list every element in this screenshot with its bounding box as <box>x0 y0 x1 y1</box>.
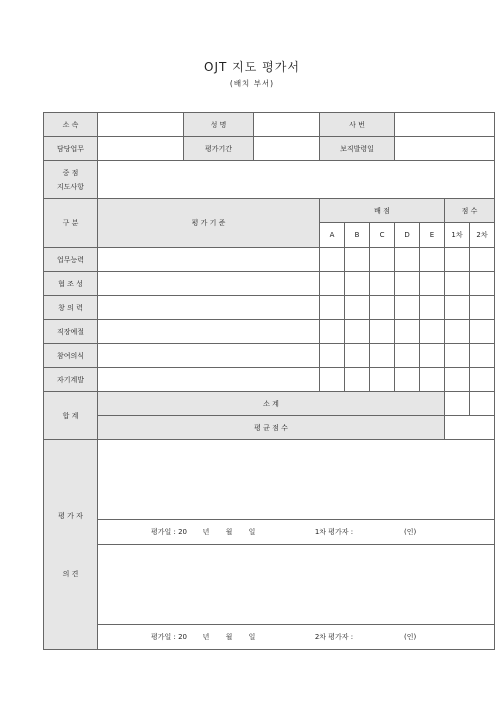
score-second: 2차 <box>470 223 495 248</box>
header-allocation: 배 점 <box>320 199 445 223</box>
sign2-seal: (인) <box>404 633 417 641</box>
field-assignment-date[interactable] <box>395 137 495 161</box>
criteria-cell[interactable] <box>98 344 320 368</box>
field-guidance[interactable] <box>98 161 495 199</box>
sign1-year: 년 <box>202 528 210 536</box>
grade-cell[interactable] <box>320 248 345 272</box>
grade-d: D <box>395 223 420 248</box>
grade-cell[interactable] <box>395 248 420 272</box>
subtotal-first[interactable] <box>445 392 470 416</box>
score-cell[interactable] <box>470 296 495 320</box>
field-employee-number[interactable] <box>395 113 495 137</box>
sign2-month: 월 <box>225 633 233 641</box>
grade-cell[interactable] <box>395 344 420 368</box>
header-criteria: 평 가 기 준 <box>98 199 320 248</box>
grade-cell[interactable] <box>395 296 420 320</box>
table-row <box>44 320 495 344</box>
score-cell[interactable] <box>470 368 495 392</box>
sign-line-second <box>98 625 495 650</box>
score-cell[interactable] <box>470 320 495 344</box>
label-evaluator-opinion <box>44 440 98 650</box>
score-cell[interactable] <box>470 248 495 272</box>
label-guidance <box>44 161 98 199</box>
label-guidance-line1: 중 점 <box>62 168 79 177</box>
label-eval-period: 평가기간 <box>184 137 254 161</box>
grade-cell[interactable] <box>370 368 395 392</box>
subtotal-second[interactable] <box>470 392 495 416</box>
grade-cell[interactable] <box>395 272 420 296</box>
header-category: 구 분 <box>44 199 98 248</box>
criteria-cell[interactable] <box>98 296 320 320</box>
score-cell[interactable] <box>445 296 470 320</box>
score-cell[interactable] <box>470 272 495 296</box>
header-score: 점 수 <box>445 199 495 223</box>
grade-cell[interactable] <box>345 248 370 272</box>
grade-cell[interactable] <box>345 368 370 392</box>
label-name: 성 명 <box>184 113 254 137</box>
sign2-evaluator: 2차 평가자 : <box>314 633 354 641</box>
table-row <box>44 296 495 320</box>
grade-cell[interactable] <box>345 296 370 320</box>
sign1-day: 일 <box>248 528 256 536</box>
field-name[interactable] <box>254 113 320 137</box>
grade-cell[interactable] <box>370 344 395 368</box>
label-assignment-date: 보직발령일 <box>320 137 395 161</box>
label-duty: 담당업무 <box>44 137 98 161</box>
label-employee-number: 사 번 <box>320 113 395 137</box>
field-eval-period[interactable] <box>254 137 320 161</box>
grade-cell[interactable] <box>370 272 395 296</box>
sign2-day: 일 <box>248 633 256 641</box>
label-subtotal: 소 계 <box>98 392 445 416</box>
sign1-evaluator: 1차 평가자 : <box>314 528 354 536</box>
score-cell[interactable] <box>445 248 470 272</box>
grade-cell[interactable] <box>345 344 370 368</box>
grade-cell[interactable] <box>420 320 445 344</box>
sign-line-first <box>98 520 495 545</box>
evaluation-form-table <box>43 112 495 650</box>
grade-cell[interactable] <box>370 248 395 272</box>
score-cell[interactable] <box>470 344 495 368</box>
grade-b: B <box>345 223 370 248</box>
criteria-cell[interactable] <box>98 272 320 296</box>
grade-cell[interactable] <box>370 296 395 320</box>
opinion-second-field[interactable] <box>98 545 495 625</box>
item-label: 직장예절 <box>44 320 98 344</box>
table-row <box>44 248 495 272</box>
grade-cell[interactable] <box>320 344 345 368</box>
label-opinion-line2: 의 견 <box>62 569 79 578</box>
sign2-date-label: 평가일 : 20 <box>150 633 187 641</box>
item-label: 업무능력 <box>44 248 98 272</box>
grade-cell[interactable] <box>420 368 445 392</box>
grade-cell[interactable] <box>420 344 445 368</box>
grade-cell[interactable] <box>320 296 345 320</box>
label-guidance-line2: 지도사항 <box>56 182 85 191</box>
grade-cell[interactable] <box>420 248 445 272</box>
grade-cell[interactable] <box>395 368 420 392</box>
score-cell[interactable] <box>445 320 470 344</box>
opinion-first-field[interactable] <box>98 440 495 520</box>
sign1-seal: (인) <box>404 528 417 536</box>
score-first: 1차 <box>445 223 470 248</box>
field-affiliation[interactable] <box>98 113 184 137</box>
item-label: 창 의 력 <box>44 296 98 320</box>
grade-cell[interactable] <box>420 272 445 296</box>
sign1-date-label: 평가일 : 20 <box>150 528 187 536</box>
table-row <box>44 344 495 368</box>
grade-cell[interactable] <box>420 296 445 320</box>
table-row <box>44 368 495 392</box>
label-opinion-line1: 평 가 자 <box>58 511 83 520</box>
grade-c: C <box>370 223 395 248</box>
score-cell[interactable] <box>445 344 470 368</box>
grade-a: A <box>320 223 345 248</box>
label-total: 합 계 <box>44 392 98 440</box>
label-affiliation: 소 속 <box>44 113 98 137</box>
grade-cell[interactable] <box>320 320 345 344</box>
grade-cell[interactable] <box>395 320 420 344</box>
label-average: 평 균 점 수 <box>98 416 445 440</box>
field-duty[interactable] <box>98 137 184 161</box>
document-title: OJT 지도 평가서 <box>204 60 300 74</box>
grade-cell[interactable] <box>345 320 370 344</box>
score-cell[interactable] <box>445 368 470 392</box>
criteria-cell[interactable] <box>98 368 320 392</box>
table-row <box>44 272 495 296</box>
criteria-cell[interactable] <box>98 248 320 272</box>
item-label: 참여의식 <box>44 344 98 368</box>
score-cell[interactable] <box>445 272 470 296</box>
document-subtitle: (배치 부서) <box>229 79 275 88</box>
criteria-cell[interactable] <box>98 320 320 344</box>
grade-cell[interactable] <box>370 320 395 344</box>
grade-e: E <box>420 223 445 248</box>
sign2-year: 년 <box>202 633 210 641</box>
average-score-field[interactable] <box>445 416 495 440</box>
sign1-month: 월 <box>225 528 233 536</box>
grade-cell[interactable] <box>345 272 370 296</box>
grade-cell[interactable] <box>320 272 345 296</box>
grade-cell[interactable] <box>320 368 345 392</box>
item-label: 협 조 성 <box>44 272 98 296</box>
item-label: 자기계발 <box>44 368 98 392</box>
